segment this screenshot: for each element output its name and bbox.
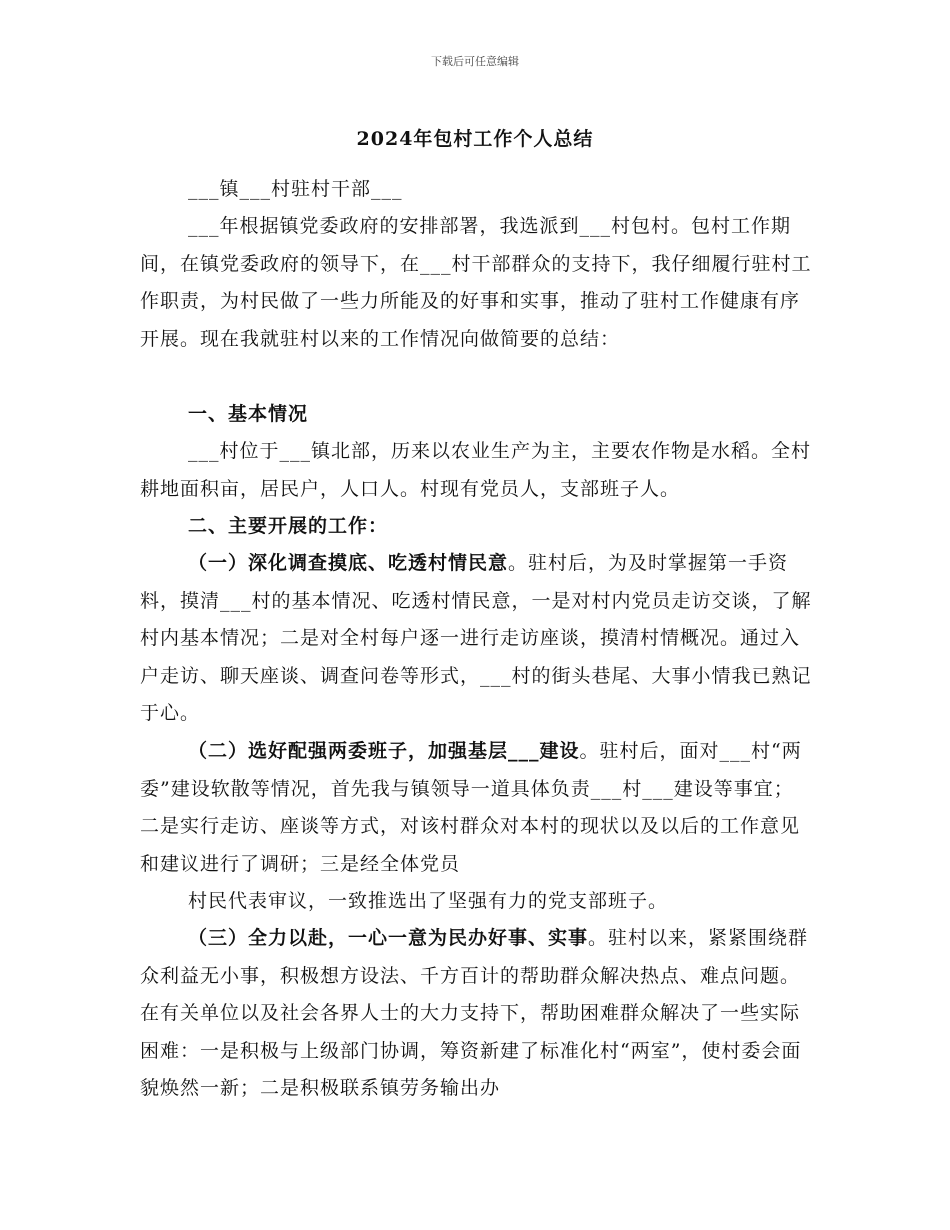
item-1-title: （一）深化调查摸底、吃透村情民意 [188,552,509,574]
page-header-note: 下载后可任意编辑 [431,55,519,68]
item-3-title: （三）全力以赴，一心一意为民办好事、实事 [188,927,589,949]
section-1-body: ___村位于___镇北部，历来以农业生产为主，主要农作物是水稻。全村耕地面积亩，居民户，人口人。村现有党员人，支部班子人。 [140,440,812,500]
item-2-title: （二）选好配强两委班子，加强基层___建设 [188,740,580,762]
byline: ___镇___村驻村干部___ [188,178,403,200]
item-3-body: 。驻村以来，紧紧围绕群众利益无小事，积极想方设法、千方百计的帮助群众解决热点、难点问题。在有关单位以及社会各界人士的大力支持下，帮助困难群众解决了一些实际困难：一是积极与上级部门协调，筹资新建了标准化村“两室”，使村委会面貌焕然一新；二是积极联系镇劳务输出办 [140,927,809,1099]
section-2-heading: 二、主要开展的工作： [188,515,389,537]
document-title: 2024年包村工作个人总结 [356,128,594,150]
item-2-continuation: 村民代表审议，一致推选出了坚强有力的党支部班子。 [188,890,669,912]
item-3-paragraph [140,920,812,1108]
item-2-paragraph [140,733,812,883]
item-1-body: 。驻村后，为及时掌握第一手资料，摸清___村的基本情况、吃透村情民意，一是对村内党员走访交谈，了解村内基本情况；二是对全村每户逐一进行走访座谈，摸清村情概况。通过入户走访、聊天座谈、调查问卷等形式，___村的街头巷尾、大事小情我已熟记于心。 [140,552,812,724]
item-1-paragraph [140,545,812,733]
item-2-body: 。驻村后，面对___村“两委”建设软散等情况，首先我与镇领导一道具体负责___村___建设等事宜；二是实行走访、座谈等方式，对该村群众对本村的现状以及以后的工作意见和建议进行了调研；三是经全体党员 [140,740,802,875]
intro-paragraph: ___年根据镇党委政府的安排部署，我选派到___村包村。包村工作期间，在镇党委政府的领导下，在___村干部群众的支持下，我仔细履行驻村工作职责，为村民做了一些力所能及的好事和实事，推动了驻村工作健康有序开展。现在我就驻村以来的工作情况向做简要的总结： [140,215,812,350]
section-1-heading: 一、基本情况 [188,403,309,425]
